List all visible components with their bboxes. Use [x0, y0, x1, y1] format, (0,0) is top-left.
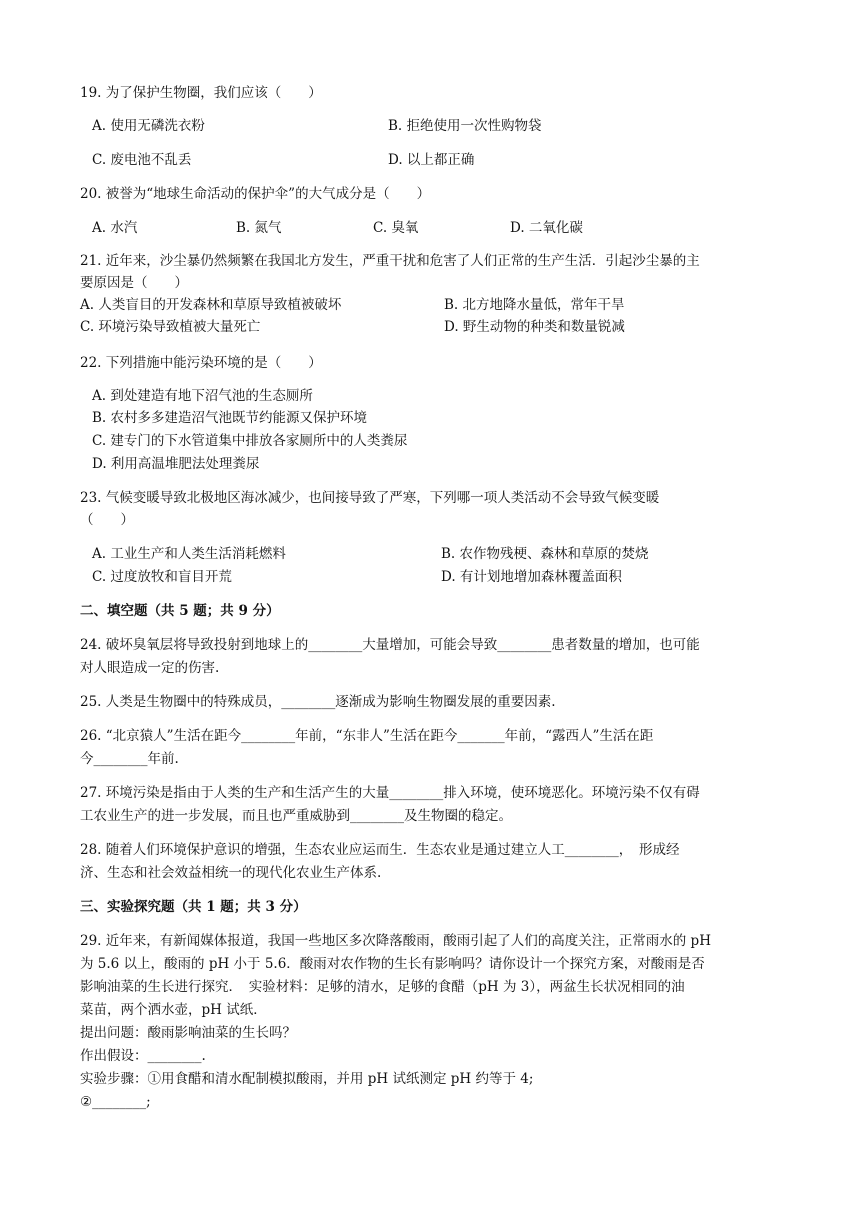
q29-line6: 作出假设：________.	[80, 1048, 206, 1064]
q19-option-d: D. 以上都正确	[388, 152, 475, 168]
q20-option-c: C. 臭氧	[373, 220, 419, 236]
q23-stem-line2: （ ）	[80, 512, 134, 528]
q27-line2: 工农业生产的进一步发展，而且也严重威胁到________及生物圈的稳定。	[80, 808, 512, 824]
q29-line5: 提出问题：酸雨影响油菜的生长吗？	[80, 1025, 296, 1041]
q29-line3: 影响油菜的生长进行探究． 实验材料：足够的清水，足够的食醋（pH 为 3），两盆生长状况相同的油	[80, 979, 685, 995]
q19-stem: 19. 为了保护生物圈，我们应该（ ）	[80, 85, 322, 101]
q23-option-b: B. 农作物残梗、森林和草原的焚烧	[441, 546, 649, 562]
q20-option-d: D. 二氧化碳	[510, 220, 583, 236]
q22-option-a: A. 到处建造有地下沼气池的生态厕所	[92, 388, 313, 404]
q28-line2: 济、生态和社会效益相统一的现代化农业生产体系.	[80, 865, 382, 881]
q29-line1: 29. 近年来，有新闻媒体报道，我国一些地区多次降落酸雨，酸雨引起了人们的高度关注，正常雨水的 pH	[80, 933, 711, 949]
q21-option-c: C. 环境污染导致植被大量死亡	[80, 319, 261, 335]
q22-option-b: B. 农村多多建造沼气池既节约能源又保护环境	[92, 410, 368, 426]
q21-stem-line2: 要原因是（ ）	[80, 275, 188, 291]
q19-option-c: C. 废电池不乱丢	[92, 152, 192, 168]
q21-option-b: B. 北方地降水量低，常年干旱	[444, 297, 625, 313]
q20-option-b: B. 氮气	[236, 220, 282, 236]
q24-line1: 24. 破坏臭氧层将导致投射到地球上的________大量增加，可能会导致________患者数量的增加，也可能	[80, 637, 700, 653]
q23-option-c: C. 过度放牧和盲目开荒	[92, 569, 232, 585]
q22-option-d: D. 利用高温堆肥法处理粪尿	[92, 456, 260, 472]
q28-line1: 28. 随着人们环境保护意识的增强，生态农业应运而生．生态农业是通过建立人工________， 形成经	[80, 842, 680, 858]
q29-line8: ②________;	[80, 1094, 151, 1110]
q23-option-d: D. 有计划地增加森林覆盖面积	[441, 569, 622, 585]
q22-stem: 22. 下列措施中能污染环境的是（ ）	[80, 355, 322, 371]
q24-line2: 对人眼造成一定的伤害.	[80, 660, 220, 676]
q19-option-b: B. 拒绝使用一次性购物袋	[388, 118, 542, 134]
q20-option-a: A. 水汽	[92, 220, 138, 236]
section-heading-experiment: 三、实验探究题（共 1 题；共 3 分）	[80, 899, 307, 915]
q23-stem-line1: 23. 气候变暖导致北极地区海冰减少，也间接导致了严寒，下列哪一项人类活动不会导致气候变暖	[80, 490, 660, 506]
section-heading-fill-blank: 二、填空题（共 5 题；共 9 分）	[80, 603, 280, 619]
q19-option-a: A. 使用无磷洗衣粉	[92, 118, 205, 134]
q25-line1: 25. 人类是生物圈中的特殊成员，________逐渐成为影响生物圈发展的重要因素.	[80, 694, 556, 710]
q26-line2: 今________年前.	[80, 751, 179, 767]
q29-line7: 实验步骤：①用食醋和清水配制模拟酸雨，并用 pH 试纸测定 pH 约等于 4;	[80, 1071, 534, 1087]
q29-line2: 为 5.6 以上，酸雨的 pH 小于 5.6．酸雨对农作物的生长有影响吗？请你设计一个探究方案，对酸雨是否	[80, 956, 705, 972]
q29-line4: 菜苗，两个洒水壶，pH 试纸．	[80, 1002, 267, 1018]
q26-line1: 26. “北京猿人”生活在距今________年前，“东非人”生活在距今_______年前，“露西人”生活在距	[80, 728, 654, 744]
q21-stem-line1: 21. 近年来，沙尘暴仍然频繁在我国北方发生，严重干扰和危害了人们正常的生产生活．引起沙尘暴的主	[80, 253, 700, 269]
q21-option-d: D. 野生动物的种类和数量锐减	[444, 319, 625, 335]
q20-stem: 20. 被誉为“地球生命活动的保护伞”的大气成分是（ ）	[80, 186, 431, 202]
q22-option-c: C. 建专门的下水管道集中排放各家厕所中的人类粪尿	[92, 433, 408, 449]
q23-option-a: A. 工业生产和人类生活消耗燃料	[92, 546, 286, 562]
q27-line1: 27. 环境污染是指由于人类的生产和生活产生的大量________排入环境，使环境恶化。环境污染不仅有碍	[80, 785, 700, 801]
q21-option-a: A. 人类盲目的开发森林和草原导致植被破坏	[80, 297, 342, 313]
